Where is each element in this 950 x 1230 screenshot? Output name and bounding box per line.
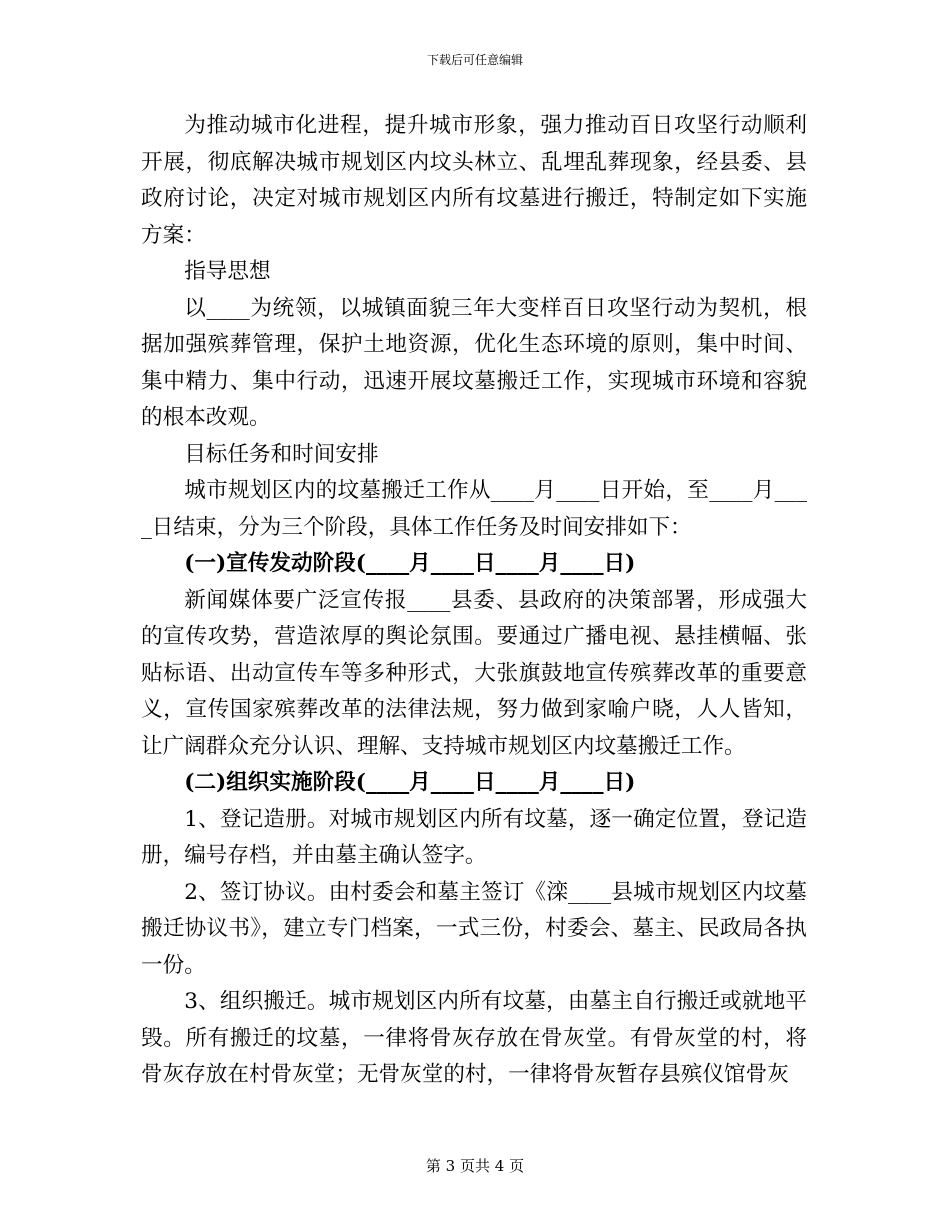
page-header: 下载后可任意编辑 [426,53,523,67]
stage-one-paragraph: 新闻媒体要广泛宣传报____县委、县政府的决策部署，形成强大的宣传攻势，营造浓厚的舆论氛围。要通过广播电视、悬挂横幅、张贴标语、出动宣传车等多种形式，大张旗鼓地宣传殡葬改革的重要意义，宣传国家殡葬改革的法律法规，努力做到家喻户晓，人人皆知，让广阔群众充分认识、理解、支持城市规划区内坟墓搬迁工作。 [141,587,807,759]
section-heading-guiding-thought: 指导思想 [184,259,271,284]
item-relocation-paragraph: 3、组织搬迁。城市规划区内所有坟墓，由墓主自行搬迁或就地平毁。所有搬迁的坟墓，一律将骨灰存放在骨灰堂。有骨灰堂的村，将骨灰存放在村骨灰堂；无骨灰堂的村，一律将骨灰暂存县殡仪馆骨灰 [141,989,807,1087]
stage-one-heading: (一)宣传发动阶段(____月____日____月____日) [184,551,636,576]
guiding-thought-paragraph: 以____为统领，以城镇面貌三年大变样百日攻坚行动为契机，根据加强殡葬管理，保护土地资源，优化生态环境的原则，集中时间、集中精力、集中行动，迅速开展坟墓搬迁工作，实现城市环境和容貌的根本改观。 [141,295,807,430]
item-registration-paragraph: 1、登记造册。对城市规划区内所有坟墓，逐一确定位置，登记造册，编号存档，并由墓主确认签字。 [141,806,807,868]
item-agreement-paragraph: 2、签订协议。由村委会和墓主签订《滦____县城市规划区内坟墓搬迁协议书》，建立专门档案，一式三份，村委会、墓主、民政局各执一份。 [141,879,807,978]
section-heading-goals-schedule: 目标任务和时间安排 [184,441,379,467]
document-body [141,108,807,1094]
schedule-paragraph: 城市规划区内的坟墓搬迁工作从____月____日开始，至____月____日结束，分为三个阶段，具体工作任务及时间安排如下： [141,478,807,540]
intro-paragraph: 为推动城市化进程，提升城市形象，强力推动百日攻坚行动顺利开展，彻底解决城市规划区内坟头林立、乱埋乱葬现象，经县委、县政府讨论，决定对城市规划区内所有坟墓进行搬迁，特制定如下实施方案： [141,113,807,248]
page-number-footer: 第 3 页共 4 页 [425,1157,525,1175]
stage-two-heading: (二)组织实施阶段(____月____日____月____日) [184,770,636,795]
